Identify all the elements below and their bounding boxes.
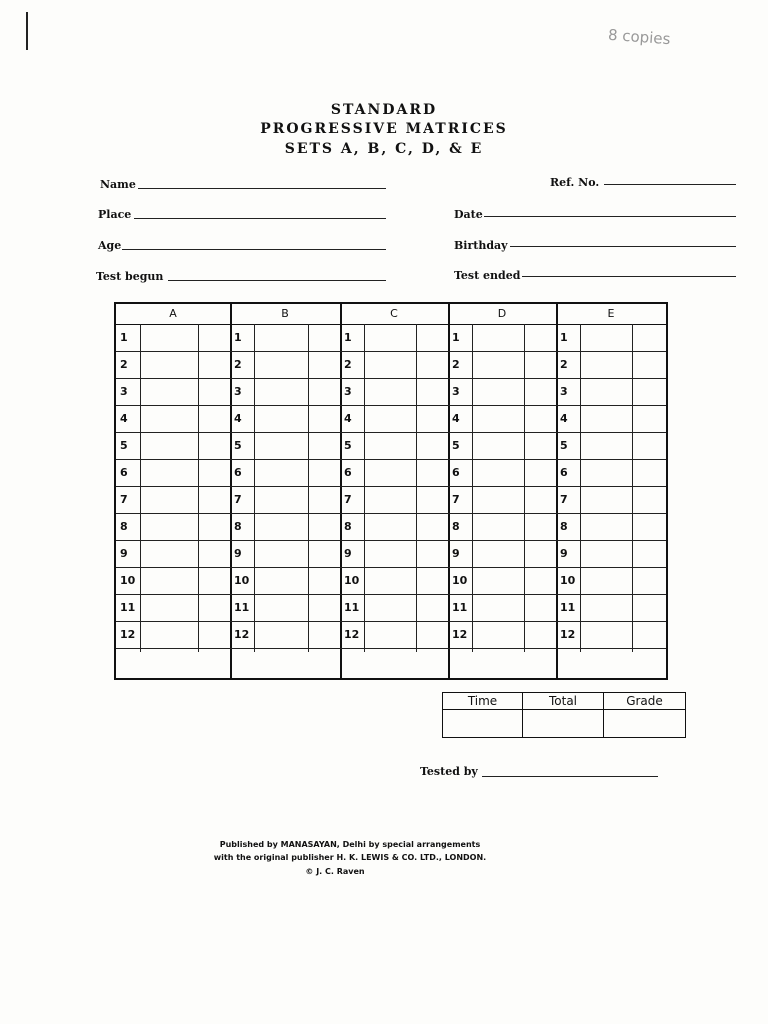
row-number: 7 xyxy=(560,493,568,506)
answer-row[interactable] xyxy=(230,486,340,514)
date-label: Date xyxy=(454,208,483,221)
answer-row[interactable] xyxy=(556,513,666,541)
row-number: 2 xyxy=(344,358,352,371)
copyright-line: © J. C. Raven xyxy=(305,867,365,876)
answer-row[interactable] xyxy=(340,567,448,595)
row-number: 4 xyxy=(452,412,460,425)
row-number: 11 xyxy=(452,601,468,614)
summary-table xyxy=(442,692,686,738)
summary-header-line xyxy=(443,709,685,710)
time-cell[interactable] xyxy=(443,693,523,737)
row-number: 11 xyxy=(344,601,360,614)
row-number: 8 xyxy=(344,520,352,533)
row-number: 6 xyxy=(344,466,352,479)
answer-row[interactable] xyxy=(340,324,448,352)
time-label: Time xyxy=(467,694,498,708)
place-field[interactable] xyxy=(134,218,386,219)
row-number: 7 xyxy=(452,493,460,506)
date-field[interactable] xyxy=(484,216,736,217)
row-number: 7 xyxy=(344,493,352,506)
row-number: 1 xyxy=(234,331,242,344)
row-number: 2 xyxy=(452,358,460,371)
answer-row[interactable] xyxy=(116,513,230,541)
row-number: 5 xyxy=(234,439,242,452)
answer-row[interactable] xyxy=(116,432,230,460)
row-number: 1 xyxy=(120,331,128,344)
answer-row[interactable] xyxy=(116,567,230,595)
test-ended-field[interactable] xyxy=(522,276,736,277)
answer-row[interactable] xyxy=(230,513,340,541)
answer-row[interactable] xyxy=(556,459,666,487)
row-number: 12 xyxy=(234,628,250,641)
answer-row[interactable] xyxy=(230,432,340,460)
test-begun-field[interactable] xyxy=(168,280,386,281)
row-number: 9 xyxy=(452,547,460,560)
answer-row[interactable] xyxy=(556,432,666,460)
row-number: 7 xyxy=(120,493,128,506)
row-number: 2 xyxy=(560,358,568,371)
row-number: 3 xyxy=(234,385,242,398)
row-number: 6 xyxy=(234,466,242,479)
answer-row[interactable] xyxy=(448,567,556,595)
answer-row[interactable] xyxy=(116,405,230,433)
answer-row[interactable] xyxy=(448,405,556,433)
birthday-field[interactable] xyxy=(510,246,736,247)
row-number: 8 xyxy=(234,520,242,533)
answer-row[interactable] xyxy=(448,540,556,568)
row-number: 3 xyxy=(452,385,460,398)
answer-row[interactable] xyxy=(340,459,448,487)
row-number: 11 xyxy=(234,601,250,614)
row-number: 9 xyxy=(120,547,128,560)
answer-row[interactable] xyxy=(340,486,448,514)
row-number: 11 xyxy=(560,601,576,614)
set-e-header: E xyxy=(556,304,666,325)
answer-row[interactable] xyxy=(340,405,448,433)
answer-row[interactable] xyxy=(556,351,666,379)
row-number: 3 xyxy=(560,385,568,398)
row-number: 10 xyxy=(120,574,136,587)
answer-row[interactable] xyxy=(230,405,340,433)
row-number: 10 xyxy=(234,574,250,587)
tested-by-field[interactable] xyxy=(482,776,658,777)
ref-no-field[interactable] xyxy=(604,184,736,185)
row-number: 9 xyxy=(234,547,242,560)
row-number: 8 xyxy=(560,520,568,533)
answer-grid xyxy=(114,302,668,680)
answer-row[interactable] xyxy=(230,594,340,622)
row-number: 12 xyxy=(344,628,360,641)
margin-mark xyxy=(26,12,28,50)
row-number: 5 xyxy=(452,439,460,452)
row-number: 10 xyxy=(452,574,468,587)
row-number: 3 xyxy=(120,385,128,398)
tested-by-label: Tested by xyxy=(420,765,478,778)
test-ended-label: Test ended xyxy=(454,269,521,282)
set-b-header: B xyxy=(230,304,340,325)
row-number: 3 xyxy=(344,385,352,398)
set-b-block xyxy=(230,304,342,678)
set-a-header: A xyxy=(116,304,230,325)
row-number: 5 xyxy=(120,439,128,452)
answer-row[interactable] xyxy=(556,405,666,433)
total-cell[interactable] xyxy=(523,693,604,737)
test-begun-label: Test begun xyxy=(96,270,164,283)
row-number: 2 xyxy=(120,358,128,371)
row-number: 5 xyxy=(344,439,352,452)
answer-row[interactable] xyxy=(556,594,666,622)
place-label: Place xyxy=(98,208,132,221)
answer-row[interactable] xyxy=(116,378,230,406)
answer-row[interactable] xyxy=(448,432,556,460)
total-label: Total xyxy=(548,694,578,708)
age-label: Age xyxy=(98,239,122,252)
answer-row[interactable] xyxy=(230,378,340,406)
answer-row[interactable] xyxy=(448,513,556,541)
row-number: 10 xyxy=(560,574,576,587)
ref-no-label: Ref. No. xyxy=(550,176,600,189)
row-number: 10 xyxy=(344,574,360,587)
answer-row[interactable] xyxy=(230,459,340,487)
age-field[interactable] xyxy=(122,249,386,250)
set-d-block xyxy=(448,304,558,678)
answer-row[interactable] xyxy=(116,324,230,352)
answer-row[interactable] xyxy=(340,351,448,379)
corner-note: 8 copies xyxy=(607,25,672,49)
title-sets: SETS A, B, C, D, & E xyxy=(284,141,484,157)
set-a-block xyxy=(116,304,232,678)
answer-row[interactable] xyxy=(116,459,230,487)
row-number: 8 xyxy=(452,520,460,533)
answer-row[interactable] xyxy=(448,378,556,406)
answer-row[interactable] xyxy=(556,378,666,406)
row-number: 4 xyxy=(120,412,128,425)
answer-row[interactable] xyxy=(340,594,448,622)
publisher-line-1: Published by MANASAYAN, Delhi by special arrangements xyxy=(219,840,481,849)
row-number: 4 xyxy=(560,412,568,425)
title-standard: STANDARD xyxy=(330,102,438,118)
row-number: 4 xyxy=(234,412,242,425)
row-number: 12 xyxy=(120,628,136,641)
row-number: 1 xyxy=(452,331,460,344)
grade-cell[interactable] xyxy=(604,693,685,737)
answer-row[interactable] xyxy=(230,621,340,649)
row-number: 4 xyxy=(344,412,352,425)
answer-row[interactable] xyxy=(448,459,556,487)
answer-row[interactable] xyxy=(556,486,666,514)
birthday-label: Birthday xyxy=(454,239,508,252)
row-number: 6 xyxy=(120,466,128,479)
answer-row[interactable] xyxy=(448,486,556,514)
row-number: 1 xyxy=(344,331,352,344)
row-number: 1 xyxy=(560,331,568,344)
answer-row[interactable] xyxy=(556,567,666,595)
set-c-block xyxy=(340,304,450,678)
answer-row[interactable] xyxy=(448,324,556,352)
row-number: 12 xyxy=(452,628,468,641)
grade-label: Grade xyxy=(626,694,663,708)
set-e-block xyxy=(556,304,666,678)
answer-row[interactable] xyxy=(340,378,448,406)
name-field[interactable] xyxy=(138,188,386,189)
answer-row[interactable] xyxy=(230,351,340,379)
answer-row[interactable] xyxy=(340,432,448,460)
answer-row[interactable] xyxy=(116,594,230,622)
answer-row[interactable] xyxy=(340,540,448,568)
answer-row[interactable] xyxy=(116,540,230,568)
answer-row[interactable] xyxy=(340,513,448,541)
answer-row[interactable] xyxy=(116,621,230,649)
row-number: 7 xyxy=(234,493,242,506)
row-number: 9 xyxy=(560,547,568,560)
answer-row[interactable] xyxy=(556,621,666,649)
title-progressive-matrices: PROGRESSIVE MATRICES xyxy=(260,121,508,137)
answer-row[interactable] xyxy=(116,351,230,379)
answer-row[interactable] xyxy=(556,540,666,568)
answer-row[interactable] xyxy=(448,351,556,379)
row-number: 11 xyxy=(120,601,136,614)
row-number: 9 xyxy=(344,547,352,560)
answer-row[interactable] xyxy=(556,324,666,352)
answer-row[interactable] xyxy=(230,567,340,595)
answer-row[interactable] xyxy=(448,621,556,649)
row-number: 6 xyxy=(560,466,568,479)
answer-row[interactable] xyxy=(230,540,340,568)
row-number: 6 xyxy=(452,466,460,479)
answer-row[interactable] xyxy=(230,324,340,352)
row-number: 12 xyxy=(560,628,576,641)
row-number: 8 xyxy=(120,520,128,533)
answer-row[interactable] xyxy=(116,486,230,514)
publisher-line-2: with the original publisher H. K. LEWIS & CO. LTD., LONDON. xyxy=(213,853,487,862)
answer-row[interactable] xyxy=(448,594,556,622)
set-d-header: D xyxy=(448,304,556,325)
row-number: 2 xyxy=(234,358,242,371)
answer-row[interactable] xyxy=(340,621,448,649)
row-number: 5 xyxy=(560,439,568,452)
name-label: Name xyxy=(100,178,136,191)
set-c-header: C xyxy=(340,304,448,325)
